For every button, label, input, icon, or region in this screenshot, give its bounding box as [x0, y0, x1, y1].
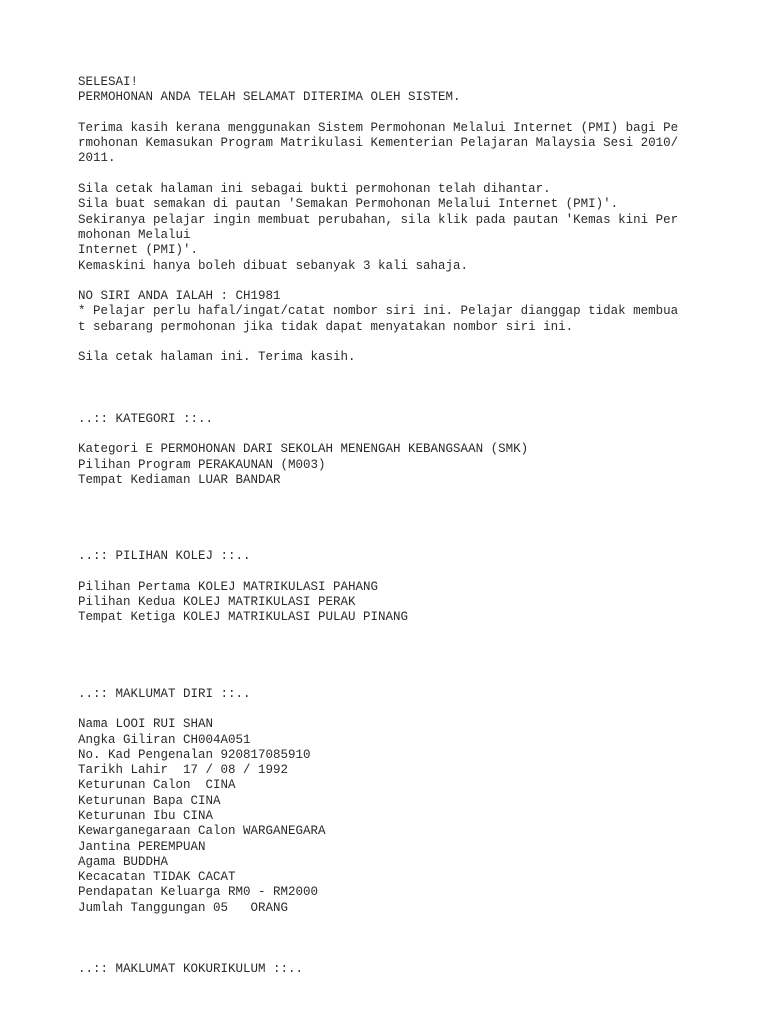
instruction-line: mohonan Melalui	[78, 227, 191, 242]
diri-line: Angka Giliran CH004A051	[78, 732, 251, 747]
instruction-line: Sila buat semakan di pautan 'Semakan Permohonan Melalui Internet (PMI)'.	[78, 197, 619, 212]
diri-line: No. Kad Pengenalan 920817085910	[78, 747, 311, 762]
diri-line: Keturunan Calon CINA	[78, 778, 236, 793]
instruction-line: Sekiranya pelajar ingin membuat perubahan, sila klik pada pautan 'Kemas kini Per	[78, 212, 679, 227]
diri-line: Pendapatan Keluarga RM0 - RM2000	[78, 885, 319, 900]
instruction-line: Internet (PMI)'.	[78, 243, 199, 258]
kategori-line: Pilihan Program PERAKAUNAN (M003)	[78, 457, 326, 472]
kategori-line: Kategori E PERMOHONAN DARI SEKOLAH MENENGAH KEBANGSAAN (SMK)	[78, 442, 529, 457]
section-heading-kategori: ..:: KATEGORI ::..	[78, 411, 214, 426]
diri-line: Keturunan Bapa CINA	[78, 793, 221, 808]
success-message: PERMOHONAN ANDA TELAH SELAMAT DITERIMA OLEH SISTEM.	[78, 90, 461, 105]
instruction-line: Kemaskini hanya boleh dibuat sebanyak 3 kali sahaja.	[78, 258, 469, 273]
diri-line: Jantina PEREMPUAN	[78, 839, 206, 854]
section-heading-diri: ..:: MAKLUMAT DIRI ::..	[78, 686, 251, 701]
kategori-line: Tempat Kediaman LUAR BANDAR	[78, 472, 281, 487]
diri-line: Kecacatan TIDAK CACAT	[78, 870, 236, 885]
document-page	[78, 75, 718, 977]
diri-line: Tarikh Lahir 17 / 08 / 1992	[78, 763, 289, 778]
thanks-line: rmohonan Kemasukan Program Matrikulasi Kementerian Pelajaran Malaysia Sesi 2010/	[78, 136, 679, 151]
diri-line: Keturunan Ibu CINA	[78, 808, 214, 823]
success-title: SELESAI!	[78, 75, 139, 89]
thanks-line: 2011.	[78, 151, 116, 166]
diri-line: Agama BUDDHA	[78, 854, 169, 869]
serial-number: NO SIRI ANDA IALAH : CH1981	[78, 289, 281, 304]
print-thanks: Sila cetak halaman ini. Terima kasih.	[78, 350, 356, 365]
diri-line: Nama LOOI RUI SHAN	[78, 717, 214, 732]
serial-note: t sebarang permohonan jika tidak dapat menyatakan nombor siri ini.	[78, 319, 574, 334]
diri-line: Jumlah Tanggungan 05 ORANG	[78, 900, 289, 915]
kolej-line: Tempat Ketiga KOLEJ MATRIKULASI PULAU PINANG	[78, 610, 409, 625]
diri-line: Kewarganegaraan Calon WARGANEGARA	[78, 824, 326, 839]
serial-note: * Pelajar perlu hafal/ingat/catat nombor siri ini. Pelajar dianggap tidak membua	[78, 304, 679, 319]
section-heading-kolej: ..:: PILIHAN KOLEJ ::..	[78, 549, 251, 564]
kolej-line: Pilihan Kedua KOLEJ MATRIKULASI PERAK	[78, 595, 356, 610]
instruction-line: Sila cetak halaman ini sebagai bukti permohonan telah dihantar.	[78, 182, 551, 197]
thanks-line: Terima kasih kerana menggunakan Sistem Permohonan Melalui Internet (PMI) bagi Pe	[78, 120, 679, 135]
section-heading-kokurikulum: ..:: MAKLUMAT KOKURIKULUM ::..	[78, 962, 304, 977]
kolej-line: Pilihan Pertama KOLEJ MATRIKULASI PAHANG	[78, 579, 379, 594]
